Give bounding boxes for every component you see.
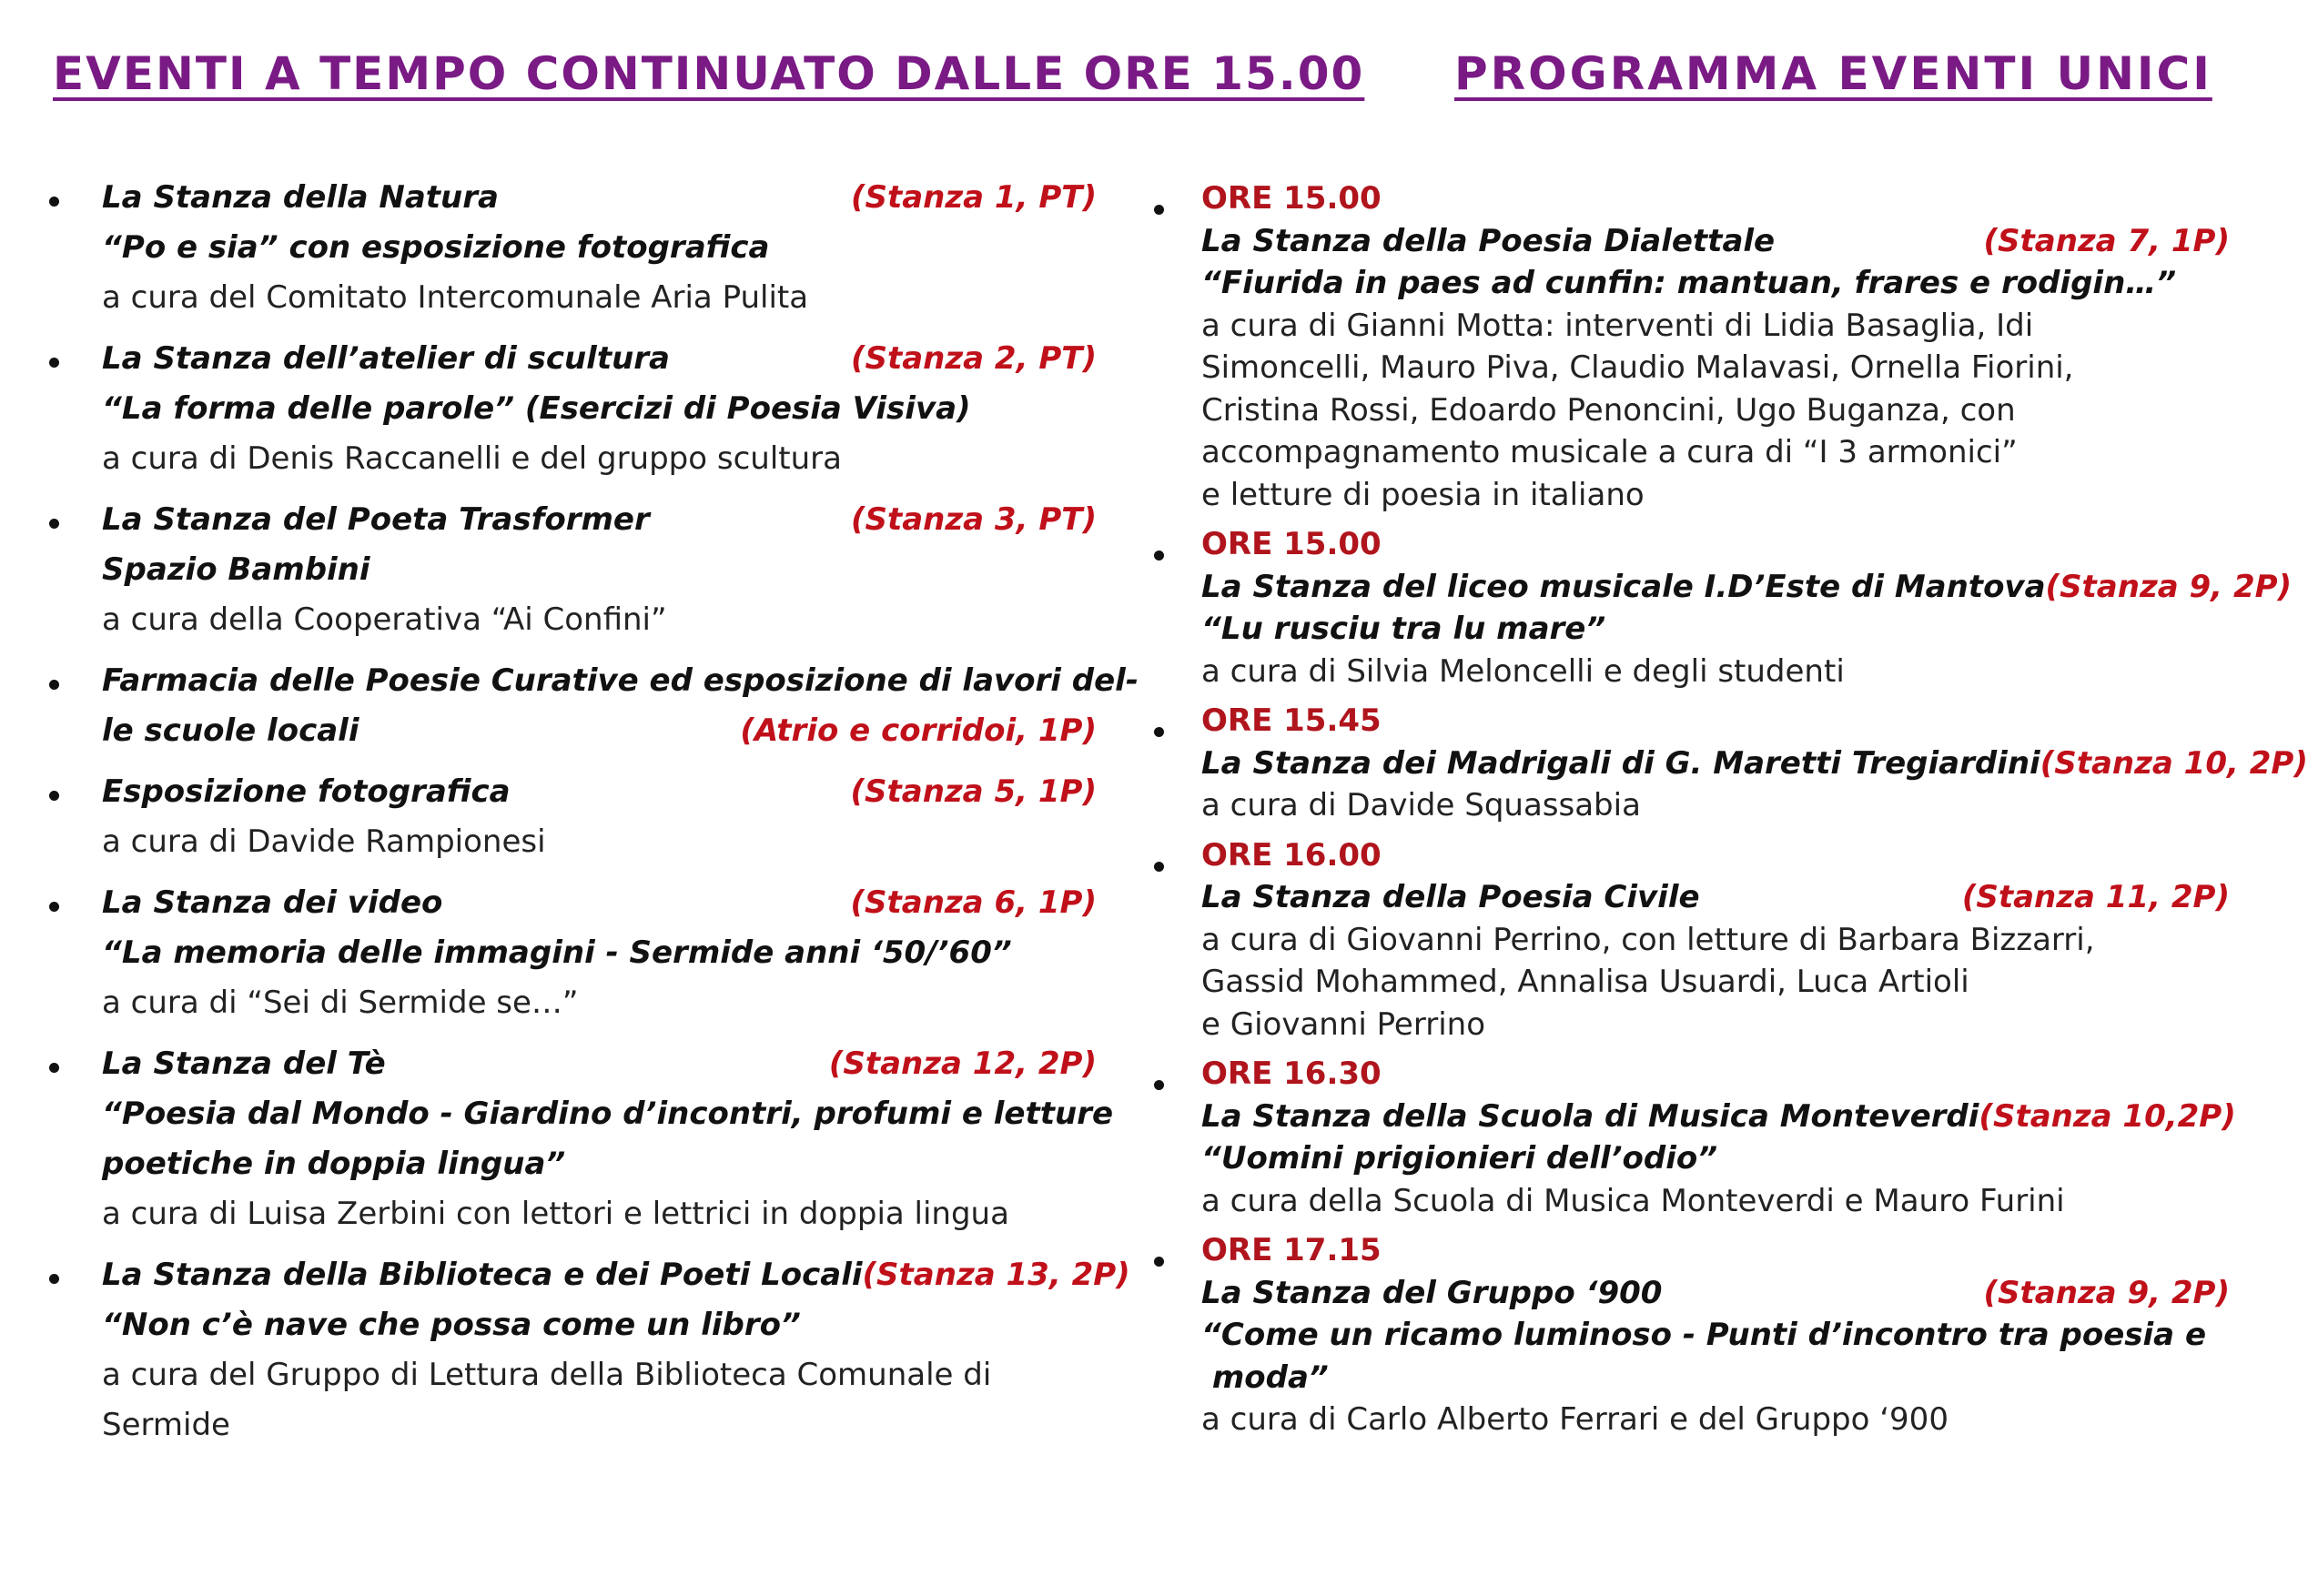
event-title: La Stanza del Poeta Trasformer xyxy=(102,501,650,538)
event-credit: a cura di Davide Squassabia xyxy=(1201,787,1641,823)
event-credit: a cura di Silvia Meloncelli e degli studenti xyxy=(1201,652,1845,690)
bullet-icon xyxy=(1154,727,1164,737)
event-location: (Stanza 2, PT) xyxy=(850,340,1097,377)
event-subtitle-continued: poetiche in doppia lingua” xyxy=(102,1146,566,1182)
event-credit-continued: Sermide xyxy=(102,1407,230,1443)
event-location: (Stanza 5, 1P) xyxy=(850,773,1097,810)
event-title: La Stanza del Gruppo ‘900 xyxy=(1201,1274,1663,1311)
event-subtitle: “Poesia dal Mondo - Giardino d’incontri, profumi e letture xyxy=(102,1096,1114,1132)
list-item xyxy=(1129,1053,2257,1222)
event-credit: a cura della Scuola di Musica Monteverdi e Mauro Furini xyxy=(1201,1182,2065,1219)
event-location: (Stanza 7, 1P) xyxy=(1983,222,2230,259)
bullet-icon xyxy=(1154,205,1164,215)
list-item xyxy=(0,656,1139,756)
event-subtitle: “La forma delle parole” (Esercizi di Poesia Visiva) xyxy=(102,390,971,427)
event-time: ORE 16.00 xyxy=(1201,836,1382,874)
list-item xyxy=(0,1250,1129,1450)
event-subtitle: Spazio Bambini xyxy=(102,551,370,588)
event-title: La Stanza dell’atelier di scultura xyxy=(102,340,671,377)
event-location: (Atrio e corridoi, 1P) xyxy=(740,712,1097,749)
event-title: La Stanza della Natura xyxy=(102,179,499,216)
bullet-icon xyxy=(49,197,59,207)
event-credit: accompagnamento musicale a cura di “I 3 armonici” xyxy=(1201,434,2018,470)
bullet-icon xyxy=(49,519,59,529)
list-item xyxy=(0,767,1129,867)
single-events-list xyxy=(1129,177,2308,1441)
event-subtitle-continued: moda” xyxy=(1201,1359,1329,1396)
event-title: La Stanza del liceo musicale I.D’Este di Mantova xyxy=(1201,568,2046,605)
list-item xyxy=(0,334,1129,484)
bullet-icon xyxy=(1154,862,1164,872)
bullet-icon xyxy=(49,358,59,368)
event-title: La Stanza dei Madrigali di G. Maretti Tregiardini xyxy=(1201,744,2040,782)
bullet-icon xyxy=(49,791,59,801)
event-title: La Stanza della Biblioteca e dei Poeti Locali xyxy=(102,1257,863,1293)
event-subtitle: “Lu rusciu tra lu mare” xyxy=(1201,611,1606,647)
event-credit: Gassid Mohammed, Annalisa Usuardi, Luca Artioli xyxy=(1201,964,1969,1000)
list-item xyxy=(0,1039,1129,1239)
event-credit: e Giovanni Perrino xyxy=(1201,1005,1485,1043)
event-credit: a cura del Comitato Intercomunale Aria Pulita xyxy=(102,279,809,316)
event-title: La Stanza dei video xyxy=(102,884,443,921)
event-subtitle: “Fiurida in paes ad cunfin: mantuan, frares e rodigin…” xyxy=(1201,265,2177,301)
event-credit: a cura di Davide Rampionesi xyxy=(102,823,546,860)
event-location: (Stanza 12, 2P) xyxy=(828,1045,1097,1082)
event-subtitle: “Uomini prigionieri dell’odio” xyxy=(1201,1140,1718,1177)
event-time: ORE 16.30 xyxy=(1201,1056,1382,1092)
event-location: (Stanza 9, 2P) xyxy=(2045,568,2293,605)
event-subtitle: “La memoria delle immagini - Sermide anni ‘50/’60” xyxy=(102,934,1012,971)
event-location: (Stanza 3, PT) xyxy=(850,501,1097,538)
list-item xyxy=(1129,700,2308,827)
event-subtitle: “Non c’è nave che possa come un libro” xyxy=(102,1307,801,1343)
list-item xyxy=(1129,177,2257,516)
bullet-icon xyxy=(49,680,59,690)
event-location: (Stanza 10, 2P) xyxy=(2040,744,2308,782)
event-time: ORE 17.15 xyxy=(1201,1232,1382,1268)
bullet-icon xyxy=(1154,1257,1164,1267)
event-title: Esposizione fotografica xyxy=(102,773,511,810)
list-item xyxy=(0,878,1129,1028)
bullet-icon xyxy=(1154,551,1164,561)
event-credit: a cura di Denis Raccanelli e del gruppo scultura xyxy=(102,440,842,477)
event-credit: a cura di “Sei di Sermide se…” xyxy=(102,985,579,1021)
event-time: ORE 15.45 xyxy=(1201,702,1382,739)
list-item xyxy=(1129,834,2257,1046)
single-events-heading: PROGRAMMA EVENTI UNICI xyxy=(1454,47,2212,100)
bullet-icon xyxy=(1154,1080,1164,1090)
list-item xyxy=(0,495,1129,645)
bullet-icon xyxy=(49,1274,59,1284)
event-credit: a cura della Cooperativa “Ai Confini” xyxy=(102,601,667,638)
event-time: ORE 15.00 xyxy=(1201,526,1382,562)
event-time: ORE 15.00 xyxy=(1201,180,1382,217)
event-title-continued: le scuole locali xyxy=(102,712,359,749)
event-credit: Cristina Rossi, Edoardo Penoncini, Ugo Buganza, con xyxy=(1201,391,2016,429)
event-location: (Stanza 9, 2P) xyxy=(1983,1274,2230,1311)
event-location: (Stanza 10,2P) xyxy=(1979,1097,2236,1135)
event-location: (Stanza 13, 2P) xyxy=(862,1257,1130,1293)
event-credit: a cura del Gruppo di Lettura della Biblioteca Comunale di xyxy=(102,1357,992,1393)
list-item xyxy=(1129,1229,2257,1441)
event-title: La Stanza del Tè xyxy=(102,1045,386,1082)
event-credit: e letture di poesia in italiano xyxy=(1201,476,1645,513)
event-location: (Stanza 6, 1P) xyxy=(850,884,1097,921)
continuous-events-list xyxy=(0,173,1139,1450)
event-subtitle: “Come un ricamo luminoso - Punti d’incontro tra poesia e xyxy=(1201,1317,2207,1353)
event-credit: a cura di Giovanni Perrino, con letture di Barbara Bizzarri, xyxy=(1201,921,2095,958)
event-title: La Stanza della Scuola di Musica Monteverdi xyxy=(1201,1097,1979,1135)
event-credit: Simoncelli, Mauro Piva, Claudio Malavasi, Ornella Fiorini, xyxy=(1201,349,2074,386)
list-item xyxy=(1129,523,2293,692)
bullet-icon xyxy=(49,902,59,912)
continuous-events-heading: EVENTI A TEMPO CONTINUATO DALLE ORE 15.00 xyxy=(53,47,1365,100)
event-title: La Stanza della Poesia Dialettale xyxy=(1201,222,1776,259)
event-credit: a cura di Gianni Motta: interventi di Lidia Basaglia, Idi xyxy=(1201,307,2034,344)
bullet-icon xyxy=(49,1063,59,1073)
event-title: La Stanza della Poesia Civile xyxy=(1201,879,1700,915)
event-subtitle: “Po e sia” con esposizione fotografica xyxy=(102,229,770,266)
event-credit: a cura di Carlo Alberto Ferrari e del Gruppo ‘900 xyxy=(1201,1401,1949,1438)
event-location: (Stanza 11, 2P) xyxy=(1961,879,2230,915)
event-location: (Stanza 1, PT) xyxy=(850,179,1097,216)
event-credit: a cura di Luisa Zerbini con lettori e lettrici in doppia lingua xyxy=(102,1196,1009,1232)
list-item xyxy=(0,173,1129,323)
event-title: Farmacia delle Poesie Curative ed esposizione di lavori del- xyxy=(102,662,1139,699)
